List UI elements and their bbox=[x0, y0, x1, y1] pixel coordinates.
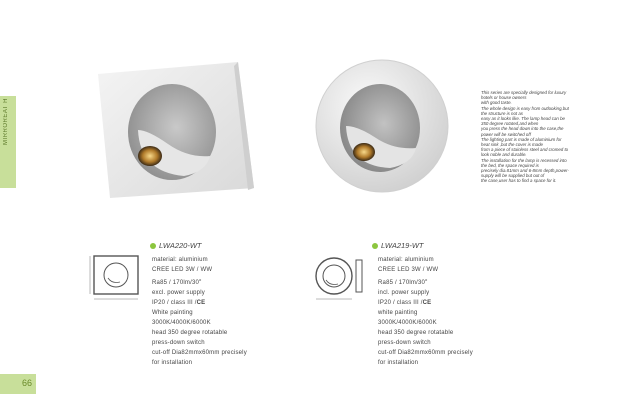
spec-cct: 3000K/4000K/6000K bbox=[152, 320, 211, 326]
model-label-lwa219 bbox=[372, 241, 424, 250]
model-name: LWA219-WT bbox=[381, 241, 424, 250]
description-line: The lighting part is made of aluminium for bbox=[481, 136, 562, 142]
spec-power: incl. power supply bbox=[378, 290, 430, 296]
description-line: supply will be supplied but out of bbox=[481, 173, 545, 179]
description-line: The whole design is easy from outlooking,but bbox=[481, 105, 569, 111]
spec-led: CREE LED 3W / WW bbox=[378, 267, 439, 273]
spec-ra: Ra85 / 170lm/30$^o$ bbox=[378, 277, 428, 286]
technical-drawing-lwa219 bbox=[312, 254, 368, 304]
spec-paint: white painting bbox=[378, 310, 418, 316]
spec-cutoff: cut-off Dia82mmx60mm precisely bbox=[152, 350, 247, 356]
spec-list-lwa220 bbox=[152, 255, 247, 368]
description-line: precisely dia.81mm and 6-8mm depth,power- bbox=[481, 168, 570, 174]
spec-led: CREE LED 3W / WW bbox=[152, 267, 213, 273]
model-label-lwa220 bbox=[150, 241, 202, 250]
description-line: the case,user has to find a space for it. bbox=[481, 178, 557, 184]
spec-ip: IP20 / class III /CE bbox=[378, 300, 432, 306]
green-bullet-icon bbox=[150, 243, 156, 249]
spec-install: for installation bbox=[152, 360, 193, 366]
description-line: heat sink ,but the cover is made bbox=[481, 142, 543, 148]
product-photo-lwa220 bbox=[88, 60, 256, 200]
spec-ra: Ra85 / 170lm/30$^o$ bbox=[152, 277, 202, 286]
product-photo-lwa219 bbox=[312, 56, 452, 196]
description-line: hotels or house owners bbox=[481, 95, 527, 101]
spec-material: material: aluminium bbox=[378, 257, 434, 263]
description-line: The installation for the lamp is recessed into bbox=[481, 157, 567, 163]
section-side-tab bbox=[0, 96, 16, 188]
ce-mark-icon: CE bbox=[196, 300, 206, 306]
description-line: power will be switched off bbox=[481, 131, 531, 137]
description-line: the bed, the space required is bbox=[481, 162, 539, 168]
spec-install: for installation bbox=[378, 360, 419, 366]
spec-cutoff: cut-off Dia82mmx60mm precisely bbox=[378, 350, 473, 356]
model-name: LWA220-WT bbox=[159, 241, 202, 250]
spec-switch: press-down switch bbox=[152, 340, 205, 346]
spec-power: excl. power supply bbox=[152, 290, 205, 296]
spec-material: material: aluminium bbox=[152, 257, 208, 263]
spec-switch: press-down switch bbox=[378, 340, 431, 346]
spec-head: head 350 degree rotatable bbox=[378, 330, 454, 336]
product-description bbox=[481, 90, 613, 184]
description-line: from a piece of stainless steel and cromed to bbox=[481, 147, 569, 153]
description-line: the structure is not as bbox=[481, 110, 523, 116]
section-side-tab-label: MIRROREAT H bbox=[3, 98, 9, 145]
spec-paint: White painting bbox=[152, 310, 193, 316]
technical-drawing-lwa220 bbox=[86, 254, 144, 304]
description-line: with good taste. bbox=[481, 100, 512, 106]
spec-cct: 3000K/4000K/6000K bbox=[378, 320, 437, 326]
spec-ip: IP20 / class III /CE bbox=[152, 300, 206, 306]
description-line: easy as it looks like. The lamp head can be bbox=[481, 116, 565, 122]
description-line: look noble and durable. bbox=[481, 152, 527, 158]
description-line: you press the head down into the case,the bbox=[481, 126, 564, 132]
page-number: 66 bbox=[22, 378, 33, 388]
spec-head: head 350 degree rotatable bbox=[152, 330, 228, 336]
description-line: 350 degree rotated,and when bbox=[481, 121, 539, 127]
green-bullet-icon bbox=[372, 243, 378, 249]
spec-list-lwa219 bbox=[378, 255, 473, 368]
ce-mark-icon: CE bbox=[422, 300, 432, 306]
description-line: This series are specially designed for luxury bbox=[481, 90, 567, 95]
